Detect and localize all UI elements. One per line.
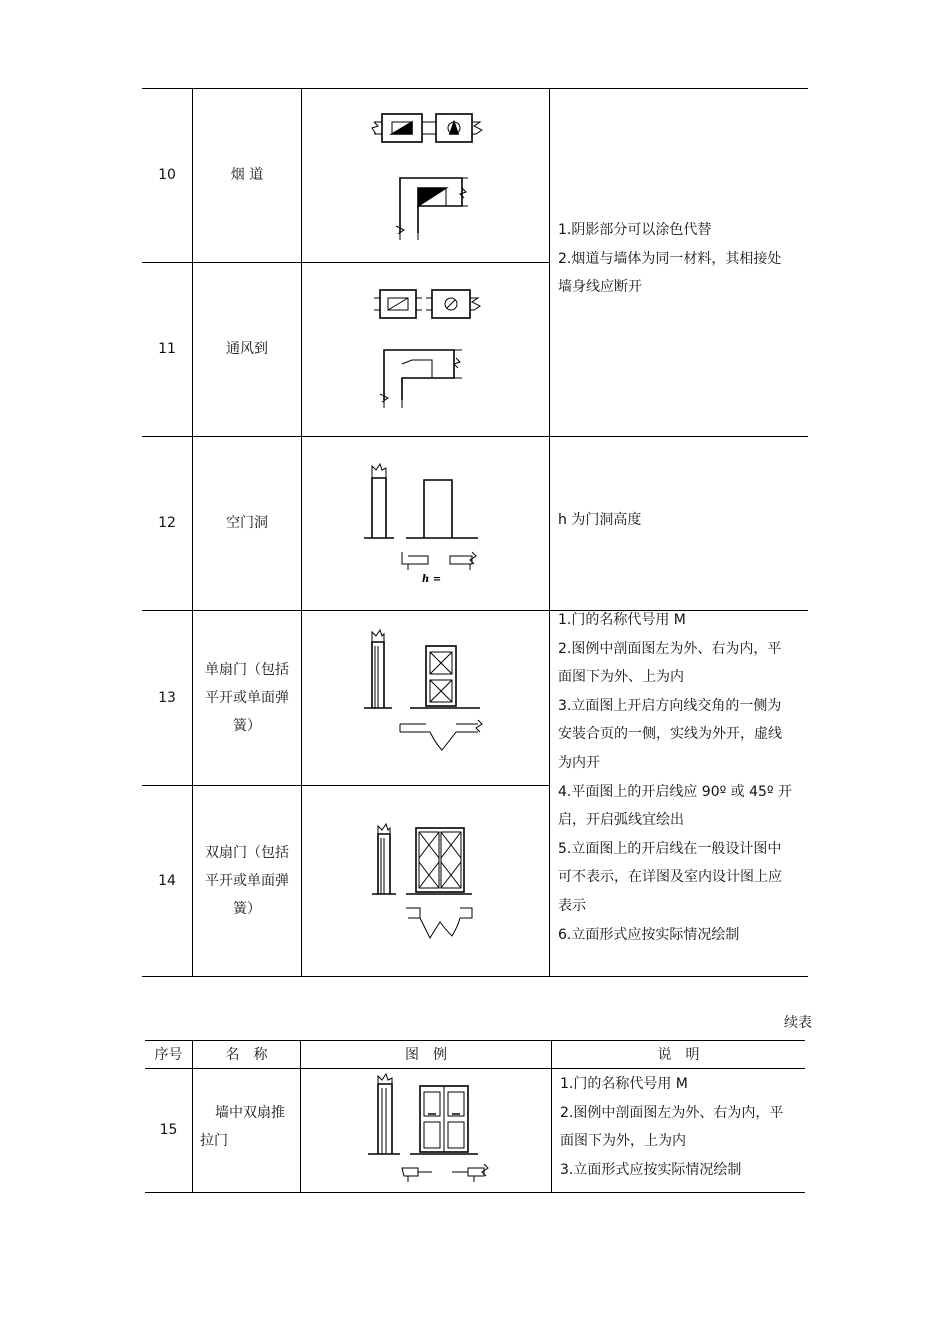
single-door-figure (360, 628, 490, 758)
empty-door-opening-figure (362, 460, 492, 586)
double-door-figure (368, 822, 488, 942)
table1-line-bottom (142, 976, 808, 977)
table1-col-line-3 (549, 88, 550, 976)
ventilation-symbol-figure (370, 282, 490, 412)
row12-name: 空门洞 (226, 515, 268, 531)
row12-number: 12 (158, 515, 176, 531)
table1-col-line-2 (301, 88, 302, 976)
row15-number: 15 (159, 1122, 178, 1138)
row11-number: 11 (158, 341, 176, 357)
table2-line-bottom (145, 1192, 805, 1193)
row15-name: 墙中双扇推 拉门 (200, 1105, 285, 1149)
header-number: 序号 (154, 1047, 183, 1063)
header-name: 名 称 (225, 1047, 268, 1063)
header-description: 说 明 (657, 1047, 700, 1063)
door-height-label: h = (422, 574, 442, 585)
desc-row-12: h 为门洞高度 (558, 512, 642, 528)
sliding-double-door-figure (364, 1074, 494, 1186)
desc-rows-10-11: 1.阴影部分可以涂色代替 2.烟道与墙体为同一材料，其相接处 墙身线应断开 (558, 222, 782, 296)
flue-symbol-figure (370, 108, 490, 240)
row11-name: 通风到 (226, 341, 268, 357)
row13-number: 13 (158, 689, 176, 706)
header-figure: 图 例 (405, 1047, 447, 1063)
continued-label: 续表 (784, 1015, 812, 1031)
table2-line-header-bottom (145, 1068, 805, 1069)
row10-name: 烟 道 (230, 167, 264, 183)
row14-number: 14 (158, 872, 176, 889)
row10-number: 10 (158, 167, 176, 183)
desc-rows-13-14: 1.门的名称代号用 M 2.图例中剖面图左为外、右为内，平 面图下为外、上为内 3.立面图上开启方向线交角的一侧为 安装合页的一侧，实线为外开，虚线 为内开 4.平面图上的开启线应 90º 或 45º 开 启，开启弧线宜绘出 5.立面图上的开启线在一般设计图中 可不表示，在详图及室内设计图上应 表示 6.立面形式应按实际情况绘制 (558, 612, 792, 943)
row14-name: 双扇门（包括平开或单面弹簧） (205, 844, 289, 917)
desc-row-15: 1.门的名称代号用 M 2.图例中剖面图左为外、右为内，平 面图下为外，上为内 3.立面形式应按实际情况绘制 (560, 1076, 784, 1178)
row13-name: 单扇门（包括平开或单面弹簧） (205, 661, 289, 734)
